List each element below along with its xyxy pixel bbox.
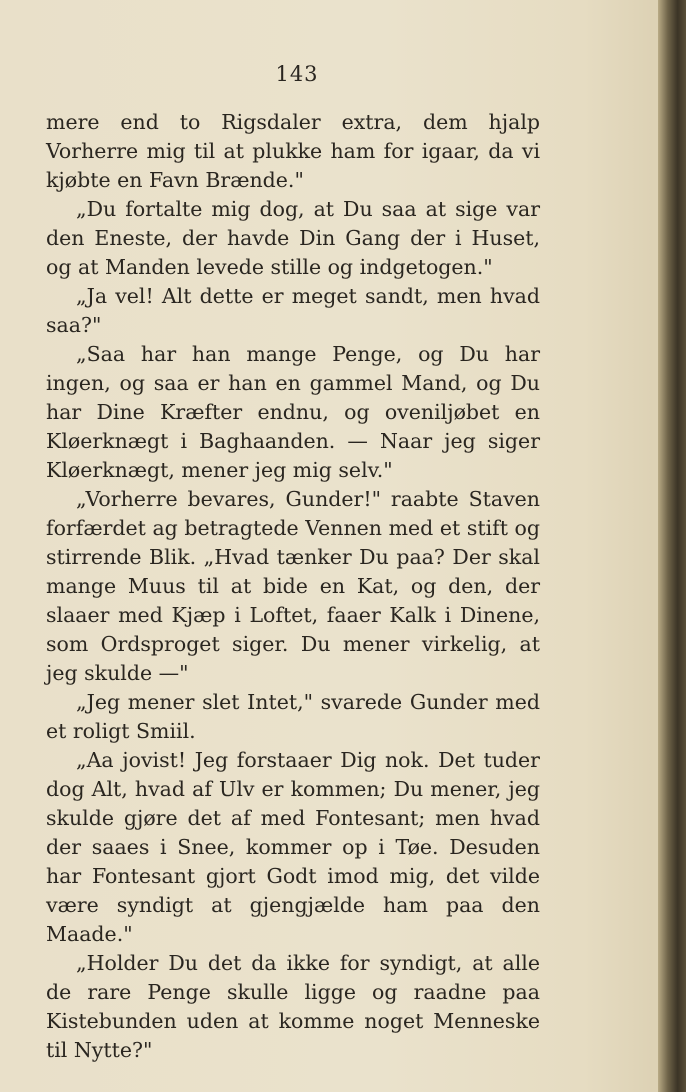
paragraph: „Ja vel! Alt dette er meget sandt, men hvad saa?": [46, 284, 540, 337]
paragraph: „Saa har han mange Penge, og Du har ingen, og saa er han en gammel Mand, og Du har Dine Kræfter endnu, og oveniljøbet en Kløerknægt i Baghaanden. — Naar jeg siger Kløerknægt, mener jeg mig selv.": [46, 342, 540, 482]
body-text: [46, 108, 540, 1065]
paragraph: „Du fortalte mig dog, at Du saa at sige var den Eneste, der havde Din Gang der i Huset, og at Manden levede stille og indgetogen.": [46, 197, 540, 279]
paragraph: „Aa jovist! Jeg forstaaer Dig nok. Det tuder dog Alt, hvad af Ulv er kommen; Du mener, jeg skulde gjøre det af med Fontesant; men hvad der saaes i Snee, kommer op i Tøe. Desuden har Fontesant gjort Godt imod mig, det vilde være syndigt at gjengjælde ham paa den Maade.": [46, 748, 540, 946]
book-spine: [658, 0, 686, 1092]
paragraph: „Vorherre bevares, Gunder!" raabte Staven forfærdet ag betragtede Vennen med et stift og stirrende Blik. „Hvad tænker Du paa? Der skal mange Muus til at bide en Kat, og den, der slaaer med Kjæp i Loftet, faaer Kalk i Dinene, som Ordsproget siger. Du mener virkelig, at jeg skulde —": [46, 487, 540, 685]
page-number: 143: [275, 62, 319, 86]
paragraph: mere end to Rigsdaler extra, dem hjalp Vorherre mig til at plukke ham for igaar, da vi kjøbte en Favn Brænde.": [46, 110, 540, 192]
paragraph: „Jeg mener slet Intet," svarede Gunder med et roligt Smiil.: [46, 690, 540, 743]
paragraph: „Holder Du det da ikke for syndigt, at alle de rare Penge skulle ligge og raadne paa Kistebunden uden at komme noget Menneske til Nytte?": [46, 951, 540, 1062]
